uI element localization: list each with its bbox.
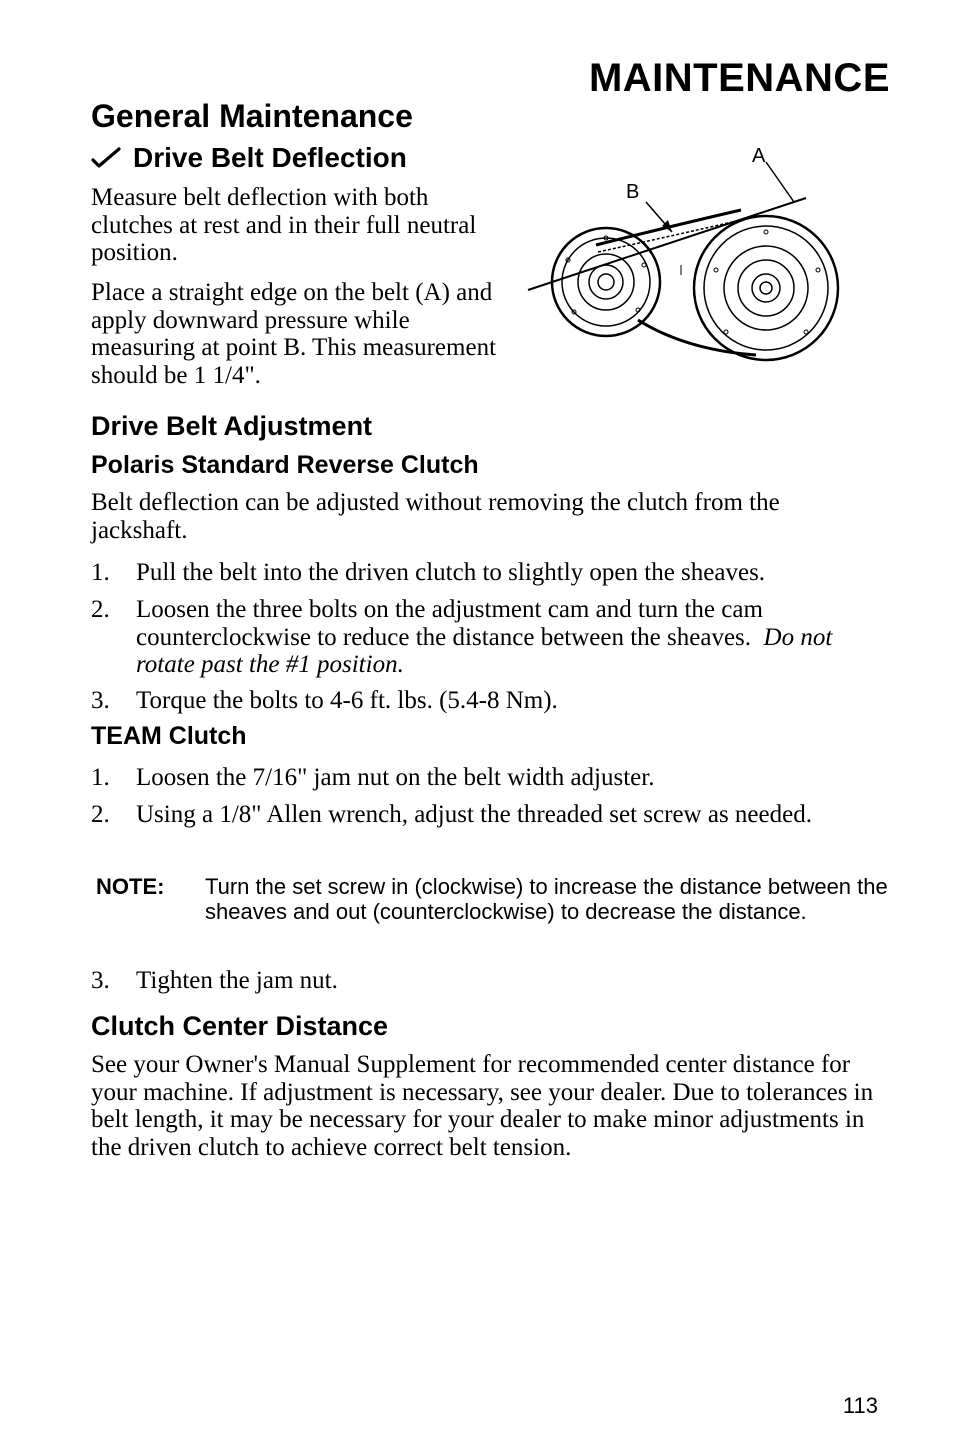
list-text: Using a 1/8" Allen wrench, adjust the threaded set screw as needed. — [136, 801, 812, 828]
list-number: 3. — [91, 967, 110, 994]
list-item — [91, 801, 881, 829]
list-text: Loosen the 7/16" jam nut on the belt width adjuster. — [136, 764, 655, 791]
list-item — [91, 764, 881, 792]
list-text-wrapper — [136, 596, 881, 679]
note-block — [96, 874, 896, 924]
list-item — [91, 967, 881, 995]
center-distance-heading: Clutch Center Distance — [91, 1011, 389, 1041]
note-text: Turn the set screw in (clockwise) to increase the distance between the sheaves and out (counterclockwise) to decrease the distance. — [205, 874, 888, 924]
list-text: Tighten the jam nut. — [136, 967, 338, 994]
figure-label-a: A — [752, 145, 766, 167]
section-title: General Maintenance — [91, 98, 413, 134]
note-label: NOTE: — [96, 874, 165, 899]
checkmark-icon — [91, 146, 121, 170]
list-item — [91, 559, 881, 587]
page-number: 113 — [842, 1393, 878, 1418]
list-number: 2. — [91, 596, 110, 623]
figure-label-b: B — [626, 181, 640, 203]
list-emphasis: Do not rotate past the #1 position. — [136, 623, 833, 678]
deflection-heading — [91, 142, 407, 174]
center-distance-text: See your Owner's Manual Supplement for recommended center distance for your machine. If adjustment is necessary, see your dealer. Due to tolerances in belt length, it may be necessary for your dealer to make minor adjustments in the driven clutch to achieve correct belt tension. — [91, 1051, 874, 1161]
list-text: Pull the belt into the driven clutch to slightly open the sheaves. — [136, 559, 766, 586]
list-text: Loosen the three bolts on the adjustment cam and turn the cam counterclockwise to reduce the distance between the sheaves. — [136, 596, 763, 651]
polaris-clutch-heading: Polaris Standard Reverse Clutch — [91, 451, 479, 479]
belt-deflection-figure — [526, 140, 856, 370]
list-text: Torque the bolts to 4-6 ft. lbs. (5.4-8 Nm). — [136, 687, 558, 714]
list-item — [91, 596, 881, 679]
deflection-heading-text: Drive Belt Deflection — [133, 142, 407, 173]
deflection-paragraph-2: Place a straight edge on the belt (A) and apply downward pressure while measuring at point B. This measurement should be 1 1/4". — [91, 279, 497, 389]
adjustment-heading: Drive Belt Adjustment — [91, 411, 373, 441]
list-number: 1. — [91, 559, 110, 586]
list-number: 3. — [91, 687, 110, 714]
polaris-intro: Belt deflection can be adjusted without removing the clutch from the jackshaft. — [91, 489, 780, 544]
deflection-paragraph-1: Measure belt deflection with both clutches at rest and in their full neutral position. — [91, 184, 477, 266]
team-clutch-heading: TEAM Clutch — [91, 722, 247, 750]
list-item — [91, 687, 881, 715]
list-number: 1. — [91, 764, 110, 791]
list-number: 2. — [91, 801, 110, 828]
chapter-title: MAINTENANCE — [588, 56, 890, 100]
